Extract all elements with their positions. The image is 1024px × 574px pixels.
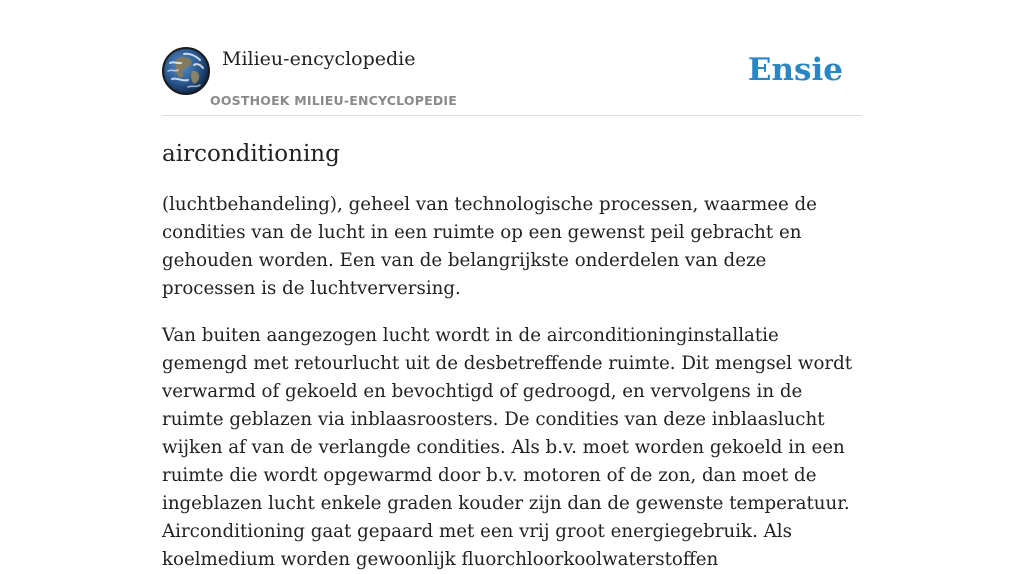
site-subtitle: OOSTHOEK MILIEU-ENCYCLOPEDIE — [210, 93, 457, 108]
site-title[interactable]: Milieu-encyclopedie — [222, 48, 416, 70]
article-title: airconditioning — [162, 141, 340, 167]
article-paragraph: (luchtbehandeling), geheel van technologische processen, waarmee de condities van de lucht in een ruimte op een gewenst peil gebracht en gehouden worden. Een van de belangrijkste onderdelen van deze processen is de luchtverversing. — [162, 194, 817, 299]
earth-globe-icon[interactable] — [162, 47, 210, 95]
article-paragraph: Van buiten aangezogen lucht wordt in de airconditioninginstallatie gemengd met retourlucht uit de desbetreffende ruimte. Dit mengsel wordt verwarmd of gekoeld en bevochtigd of gedroogd, en vervolgens in de ruimte geblazen via inblaasroosters. De condities van deze inblaaslucht wijken af van de verlangde condities. Als b.v. moet worden gekoeld in een ruimte die wordt opgewarmd door b.v. motoren of de zon, dan moet de ingeblazen lucht enkele graden kouder zijn dan de gewenste temperatuur. Airconditioning gaat gepaard met een vrij groot energiegebruik. Als koelmedium worden gewoonlijk fluorchloorkoolwaterstoffen — [162, 325, 853, 570]
earth-globe-graphic — [164, 49, 208, 93]
page — [162, 0, 862, 574]
brand-logo[interactable]: Ensie — [747, 52, 843, 88]
site-header — [162, 47, 862, 116]
